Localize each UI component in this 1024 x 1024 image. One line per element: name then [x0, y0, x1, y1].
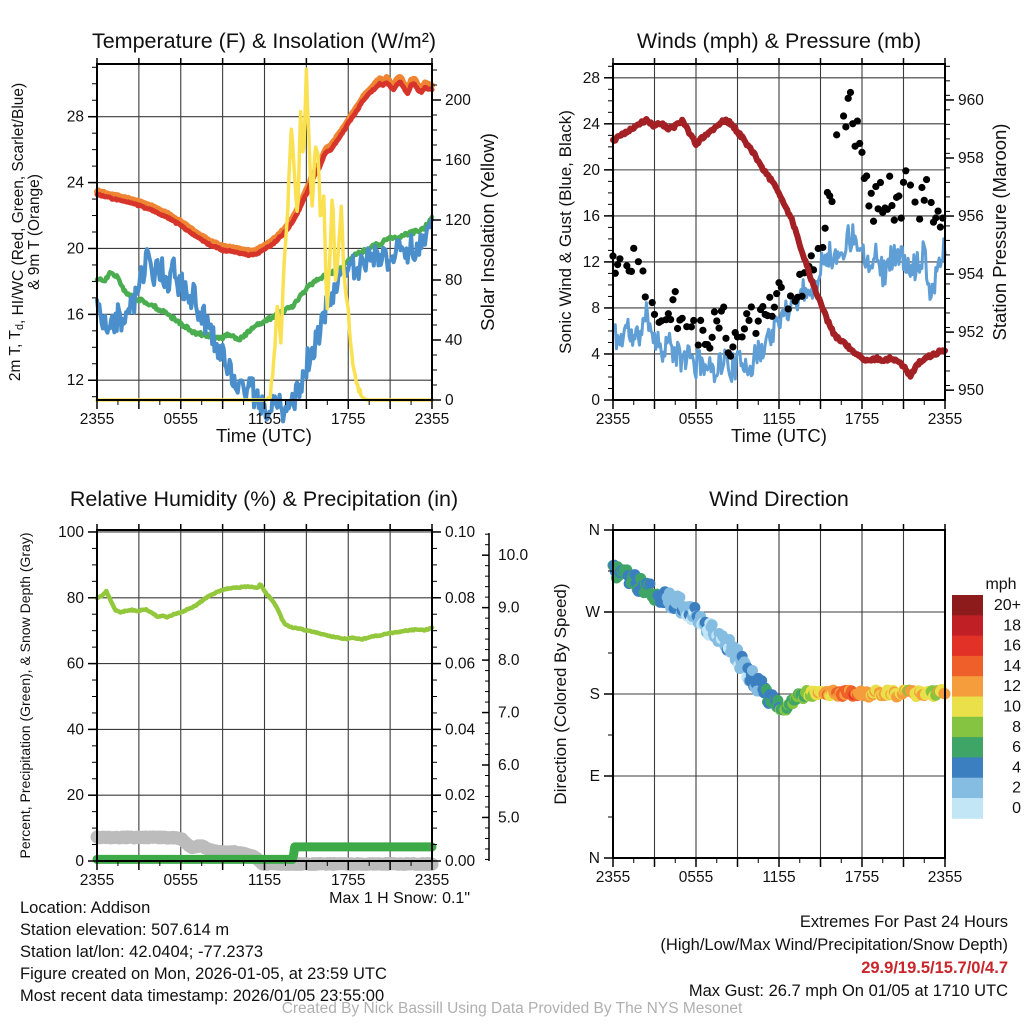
svg-text:0: 0 — [1012, 800, 1021, 817]
svg-text:1755: 1755 — [331, 411, 366, 428]
svg-text:2: 2 — [1012, 779, 1021, 797]
station-info-block — [20, 897, 387, 1007]
svg-text:100: 100 — [58, 523, 84, 541]
svg-text:Relative Humidity (%) & Precip: Relative Humidity (%) & Precipitation (in) — [69, 487, 459, 511]
svg-text:954: 954 — [958, 266, 984, 284]
svg-text:0.02: 0.02 — [445, 787, 476, 805]
svg-text:2355: 2355 — [595, 411, 631, 428]
svg-text:E: E — [589, 768, 600, 785]
svg-text:18: 18 — [1003, 617, 1021, 635]
svg-text:0.00: 0.00 — [445, 853, 476, 870]
svg-text:0.04: 0.04 — [445, 721, 476, 739]
svg-text:24: 24 — [582, 115, 600, 133]
svg-text:1155: 1155 — [762, 411, 796, 428]
svg-text:Sonic Wind & Gust (Blue, Black: Sonic Wind & Gust (Blue, Black) — [556, 110, 575, 354]
svg-text:6.0: 6.0 — [498, 757, 520, 775]
svg-text:2355: 2355 — [414, 411, 450, 428]
svg-text:0555: 0555 — [163, 872, 198, 889]
svg-text:2355: 2355 — [79, 872, 115, 889]
svg-text:7.0: 7.0 — [498, 704, 520, 722]
svg-text:28: 28 — [582, 69, 600, 87]
svg-text:1755: 1755 — [844, 869, 880, 886]
chart-tl — [7, 29, 498, 446]
svg-text:mph: mph — [985, 576, 1017, 593]
svg-text:0.08: 0.08 — [445, 589, 476, 607]
chart-tr — [556, 29, 1010, 446]
svg-text:10: 10 — [1003, 698, 1021, 716]
svg-text:8: 8 — [1012, 718, 1021, 736]
svg-text:2355: 2355 — [927, 869, 963, 886]
svg-text:10.0: 10.0 — [498, 547, 529, 565]
svg-text:1755: 1755 — [331, 872, 366, 889]
svg-text:Station Pressure (Maroon): Station Pressure (Maroon) — [989, 123, 1010, 341]
svg-text:1155: 1155 — [247, 411, 282, 428]
svg-text:N: N — [588, 850, 600, 867]
svg-text:958: 958 — [958, 150, 984, 168]
svg-text:2355: 2355 — [595, 869, 631, 886]
svg-text:0555: 0555 — [678, 411, 714, 428]
chart-br — [551, 487, 1021, 886]
svg-text:2m T, Td, HI/WC (Red, Green, S: 2m T, Td, HI/WC (Red, Green, Scarlet/Blue) — [7, 82, 27, 382]
max-gust-line: Max Gust: 26.7 mph On 01/05 at 1710 UTC — [688, 982, 1008, 1000]
svg-text:2355: 2355 — [414, 872, 450, 889]
svg-text:Time (UTC): Time (UTC) — [216, 425, 312, 446]
svg-text:0555: 0555 — [678, 869, 714, 886]
svg-text:16: 16 — [582, 207, 600, 225]
svg-text:0.10: 0.10 — [445, 523, 476, 541]
svg-text:12: 12 — [1003, 678, 1021, 696]
extremes-subtitle: (High/Low/Max Wind/Precipitation/Snow Depth) — [660, 936, 1008, 954]
svg-text:5.0: 5.0 — [498, 809, 520, 827]
svg-text:20+: 20+ — [993, 597, 1021, 614]
svg-text:& 9m T (Orange): & 9m T (Orange) — [26, 174, 43, 290]
svg-text:9.0: 9.0 — [498, 599, 520, 617]
svg-text:0: 0 — [75, 853, 84, 870]
svg-text:80: 80 — [66, 589, 84, 607]
svg-text:20: 20 — [66, 787, 84, 805]
svg-text:40: 40 — [445, 332, 463, 349]
extremes-block — [470, 911, 1008, 1003]
credit-line: Created By Nick Bassill Using Data Provided By The NYS Mesonet — [281, 1000, 743, 1017]
svg-text:W: W — [585, 604, 600, 621]
svg-text:12: 12 — [66, 372, 84, 390]
svg-text:Temperature (F) & Insolation (: Temperature (F) & Insolation (W/m²) — [91, 29, 437, 53]
svg-text:120: 120 — [445, 212, 471, 229]
data-timestamp-line: Most recent data timestamp: 2026/01/05 23:55:00 — [20, 987, 385, 1005]
svg-text:28: 28 — [66, 108, 84, 126]
svg-text:16: 16 — [66, 306, 84, 324]
svg-text:4: 4 — [591, 345, 600, 363]
svg-text:952: 952 — [958, 324, 984, 342]
svg-text:16: 16 — [1003, 637, 1021, 655]
svg-text:Wind Direction: Wind Direction — [709, 487, 849, 511]
svg-text:1755: 1755 — [844, 411, 880, 428]
svg-text:20: 20 — [66, 240, 84, 258]
chart-bl — [17, 487, 529, 889]
svg-text:960: 960 — [958, 91, 984, 109]
extremes-values: 29.9/19.5/15.7/0/4.7 — [861, 959, 1008, 977]
svg-text:24: 24 — [66, 174, 84, 192]
svg-text:0: 0 — [591, 392, 600, 409]
svg-text:12: 12 — [582, 253, 600, 271]
svg-text:Winds (mph) & Pressure (mb): Winds (mph) & Pressure (mb) — [636, 29, 922, 53]
svg-text:Percent, Precipitation (Green): Percent, Precipitation (Green), & Snow Depth (Gray) — [17, 532, 33, 859]
svg-text:S: S — [589, 686, 600, 703]
svg-text:0.06: 0.06 — [445, 655, 476, 673]
svg-text:Direction (Colored By Speed): Direction (Colored By Speed) — [551, 583, 570, 805]
svg-text:1155: 1155 — [247, 872, 282, 889]
svg-text:20: 20 — [582, 161, 600, 179]
latlon-line: Station lat/lon: 42.0404; -77.2373 — [20, 943, 264, 961]
svg-text:0555: 0555 — [163, 411, 198, 428]
extremes-title: Extremes For Past 24 Hours — [799, 913, 1008, 931]
speed-legend — [952, 576, 1021, 819]
location-line: Location: Addison — [20, 899, 151, 917]
svg-text:6: 6 — [1012, 739, 1021, 757]
svg-text:1155: 1155 — [762, 869, 796, 886]
svg-text:956: 956 — [958, 208, 984, 226]
svg-text:160: 160 — [445, 152, 471, 169]
svg-text:8.0: 8.0 — [498, 652, 520, 670]
svg-text:950: 950 — [958, 382, 984, 400]
svg-text:40: 40 — [66, 721, 84, 739]
svg-text:4: 4 — [1012, 759, 1021, 777]
max-snow-note: Max 1 H Snow: 0.1" — [329, 890, 470, 907]
svg-text:Time (UTC): Time (UTC) — [731, 425, 827, 446]
svg-text:8: 8 — [591, 299, 600, 317]
figure-created-line: Figure created on Mon, 2026-01-05, at 23:59 UTC — [20, 965, 387, 983]
svg-text:N: N — [588, 522, 600, 539]
svg-text:60: 60 — [66, 655, 84, 673]
svg-text:0: 0 — [445, 392, 454, 409]
svg-text:200: 200 — [445, 92, 471, 109]
svg-text:14: 14 — [1003, 657, 1021, 675]
elevation-line: Station elevation: 507.614 m — [20, 921, 230, 939]
svg-text:Solar Insolation (Yellow): Solar Insolation (Yellow) — [477, 133, 498, 331]
svg-text:80: 80 — [445, 272, 463, 289]
svg-text:2355: 2355 — [927, 411, 963, 428]
svg-text:2355: 2355 — [79, 411, 115, 428]
